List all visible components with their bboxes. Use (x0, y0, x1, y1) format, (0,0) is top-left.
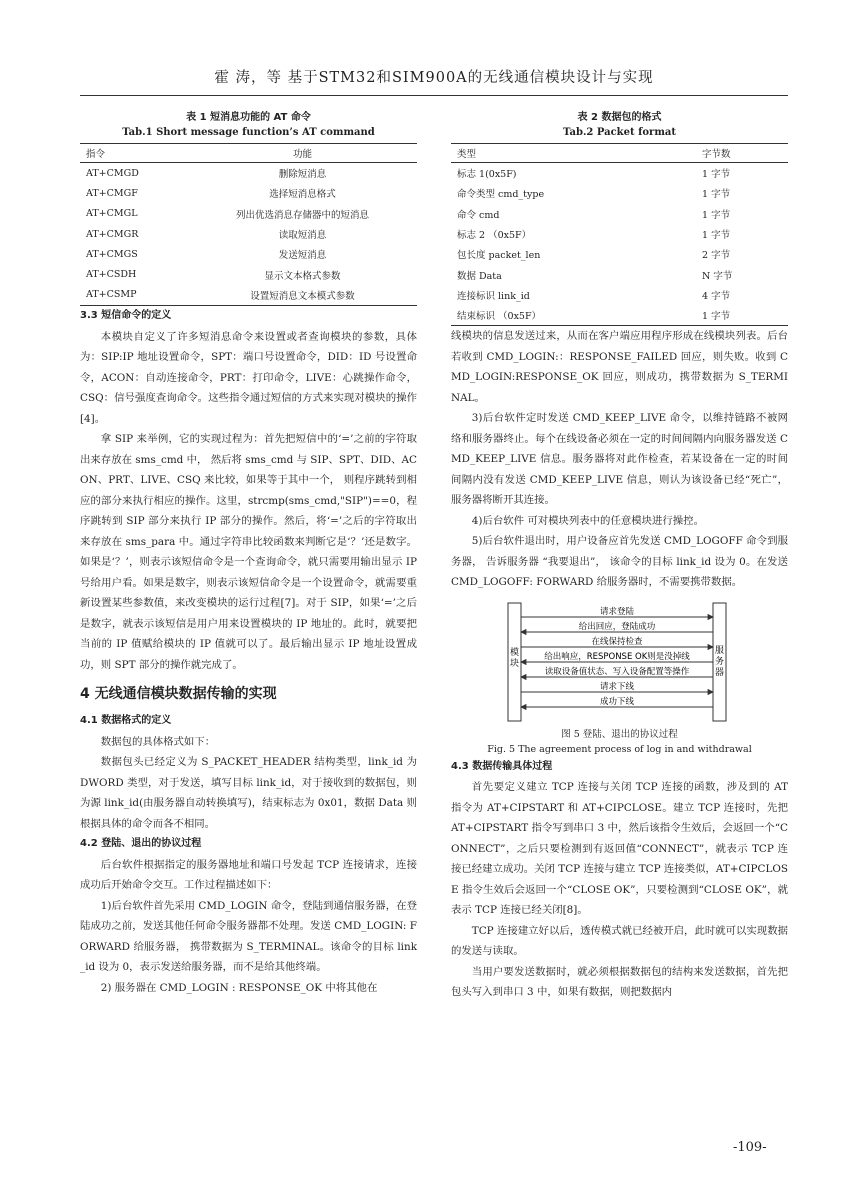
table-cell: 命令类型 cmd_type (457, 189, 545, 201)
paragraph: 当用户要发送数据时，就必须根据数据包的结构来发送数据，首先把包头写入到串口 3 中，如果有数据，则把数据内 (451, 965, 788, 999)
table-cell: 数据 Data (457, 270, 502, 282)
table-cell: 1 字节 (702, 169, 731, 181)
table-cell: 1 字节 (702, 189, 731, 201)
table-header-cell: 类型 (451, 144, 696, 163)
sequence-diagram-svg (451, 597, 788, 725)
table-header-cell: 功能 (188, 144, 417, 163)
table-header-cell: 指令 (80, 144, 188, 163)
table-row (80, 163, 417, 184)
table-row (451, 204, 788, 224)
table-row (80, 264, 417, 284)
message-label: 在线保持检查 (591, 636, 643, 647)
table-row (451, 163, 788, 184)
table2-caption-en: Tab.2 Packet format (562, 127, 676, 138)
message-label: 成功下线 (599, 696, 635, 707)
paragraph: 数据包的具体格式如下： (100, 735, 216, 748)
paragraph: TCP 连接建立好以后，透传模式就已经被开启，此时就可以实现数据的发送与读取。 (451, 924, 788, 958)
section-4-1-title: 4.1 数据格式的定义 (80, 715, 172, 727)
paragraph: 5)后台软件退出时，用户设备应首先发送 CMD_LOGOFF 命令到服务器， 告诉服务器 “我要退出”， 该命令的目标 link_id 设为 0。在发送 CMD_LOGOFF: FORWARD 给服务器时，不需要携带数据。 (451, 535, 788, 589)
table-cell: 标志 1(0x5F) (457, 169, 517, 181)
table-cell: 选择短消息格式 (269, 189, 336, 201)
paragraph: 数据包头已经定义为 S_PACKET_HEADER 结构类型，link_id 为 DWORD 类型，对于发送，填写目标 link_id，对于接收到的数据包，则为源 link_id(由服务器自动转换填写)，结束标志为 0x01，数据 Data 则根据具体的命令而各不相同。 (80, 756, 417, 830)
table-cell: 读取短消息 (278, 230, 327, 242)
table-cell: 命令 cmd (457, 209, 500, 221)
table1-caption-en: Tab.1 Short message function’s AT command (122, 127, 375, 138)
table-header-cell: 字节数 (696, 144, 788, 163)
table-header-row (451, 144, 788, 163)
paragraph: 1)后台软件首先采用 CMD_LOGIN 命令，登陆到通信服务器，在登陆成功之前，发送其他任何命令服务器都不处理。发送 CMD_LOGIN: FORWARD 给服务器， 携带数据为 S_TERMINAL。该命令的目标 link_id 设为 0，表示发送给服务器，而不是给其他终端。 (80, 899, 417, 974)
paragraph: 4)后台软件 可对模块列表中的任意模块进行操控。 (471, 514, 704, 527)
table2-caption-cn: 表 2 数据包的格式 (577, 112, 662, 123)
figure-5-caption-cn: 图 5 登陆、退出的协议过程 (561, 728, 678, 740)
table-row (80, 285, 417, 306)
table-cell: 1 字节 (702, 209, 731, 221)
section-4-title: 4 无线通信模块数据传输的实现 (80, 686, 277, 703)
table-cell: AT+CMGL (86, 208, 138, 220)
message-label: 给出回应，登陆成功 (578, 621, 656, 632)
table-row (451, 244, 788, 264)
table-cell: 列出优选消息存储器中的短消息 (235, 209, 369, 221)
paragraph: 本模块自定义了许多短消息命令来设置或者查询模块的参数，具体为：SIP:IP 地址设置命令，SPT：端口号设置命令，DID：ID 号设置命令，ACON：自动连接命令，PRT：打印命令，LIVE：心跳操作命令，CSQ：信号强度查询命令。这些指令通过短信的方式来实现对模块的操作[4]。 (80, 330, 417, 425)
table-cell: 显示文本格式参数 (264, 270, 341, 282)
table-row (451, 305, 788, 326)
table-cell: 标志 2 （0x5F） (457, 230, 532, 242)
table-header-row (80, 144, 417, 163)
table-row (451, 285, 788, 305)
left-column (80, 110, 417, 998)
table-cell: 连接标识 link_id (457, 290, 530, 302)
table1-caption-cn: 表 1 短消息功能的 AT 命令 (186, 112, 311, 123)
running-header: 霍 涛，等 基于STM32和SIM900A的无线通信模块设计与实现 (214, 70, 654, 86)
table-row (451, 264, 788, 284)
table-cell: 设置短消息文本模式参数 (188, 285, 417, 306)
message-label: 读取设备值状态、写入设备配置等操作 (544, 666, 690, 677)
table-cell: 2 字节 (702, 250, 731, 262)
section-4-2-title: 4.2 登陆、退出的协议过程 (80, 838, 202, 850)
paragraph: 后台软件根据指定的服务器地址和端口号发起 TCP 连接请求，连接成功后开始命令交互。工作过程描述如下： (80, 858, 417, 892)
table-cell: 删除短消息 (278, 169, 327, 181)
table-cell: 结束标识 （0x5F） (451, 305, 696, 326)
server-box-label: 服务器 (714, 645, 725, 678)
table-row (451, 183, 788, 203)
paragraph: 线模块的信息发送过来，从而在客户端应用程序形成在线模块列表。后台若收到 CMD_LOGIN:：RESPONSE_FAILED 回应，则失败。收到 CMD_LOGIN:RESPONSE_OK 回应，则成功，携带数据为 S_TERMINAL。 (451, 330, 788, 404)
table-row (80, 183, 417, 203)
message-group (521, 606, 713, 707)
table-cell: AT+CSDH (86, 269, 137, 281)
table-row (80, 204, 417, 224)
table-row (80, 224, 417, 244)
table-cell: AT+CSMP (80, 285, 188, 306)
table-cell: 发送短消息 (278, 250, 327, 262)
section-4-3-title: 4.3 数据传输具体过程 (451, 760, 553, 772)
paragraph: 拿 SIP 来举例，它的实现过程为：首先把短信中的‘=’之前的字符取出来存放在 sms_cmd 中， 然后将 sms_cmd 与 SIP、SPT、DID、ACON、PRT、LIVE、CSQ 来比较，如果等于其中一个， 则程序跳转到相应的部分来执行相应的操作。这里，strcmp(sms_cmd,"SIP")==0，程序跳转到 SIP 部分来执行 IP 部分的操作。然后，将‘=’之后的字符取出来存放在 sms_para 中。通过字符串比较函数来判断它是‘？’还是数字。如果是‘？’，则表示该短信命令是一个查询命令，就只需要用输出显示 IP 号给用户看。如果是数字，则表示该短信命令是一个设置命令，就需要重新设置某些参数值，来改变模块的运行过程[7]。对于 SIP，如果‘=’之后是数字，就表示该短信是用户用来设置模块的 IP 地址的。此时，就要把当前的 IP 值赋给模块的 IP 值就可以了。最后输出显示 IP 地址设置成功，则 SPT 部分的操作就完成了。 (80, 433, 417, 671)
figure-5-sequence-diagram (451, 597, 788, 725)
message-label: 请求登陆 (599, 606, 635, 617)
message-label: 请求下线 (599, 681, 635, 692)
table-cell: AT+CMGS (86, 248, 138, 260)
figure-5-caption-en: Fig. 5 The agreement process of log in and withdrawal (487, 743, 752, 755)
section-3-3-title: 3.3 短信命令的定义 (80, 310, 172, 322)
module-box-label: 模块 (509, 647, 520, 669)
table-cell: N 字节 (702, 270, 733, 282)
table-cell: 包长度 packet_len (457, 250, 541, 262)
header-rule (80, 95, 788, 96)
table-row (80, 244, 417, 264)
table-cell: AT+CMGR (86, 228, 139, 240)
table-cell: 1 字节 (702, 230, 731, 242)
message-label: 给出响应，RESPONSE OK则是没掉线 (544, 651, 690, 662)
table-cell: 1 字节 (696, 305, 788, 326)
paragraph: 首先要定义建立 TCP 连接与关闭 TCP 连接的函数，涉及到的 AT 指令为 AT+CIPSTART 和 AT+CIPCLOSE。建立 TCP 连接时，先把 AT+CIPSTART 指令写到串口 3 中，然后该指令生效后，会返回一个“CONNECT”，之后只要检测到有返回值“CONNECT”，就表示 TCP 连接已经建立成功。关闭 TCP 连接与建立 TCP 连接类似，AT+CIPCLOSE 指令生效后会返回一个“CLOSE OK”，只要检测到“CLOSE OK”，就表示 TCP 连接已经关闭[8]。 (451, 781, 788, 917)
paragraph: 3)后台软件定时发送 CMD_KEEP_LIVE 命令，以维持链路不被网络和服务器终止。每个在线设备必须在一定的时间间隔内向服务器发送 CMD_KEEP_LIVE 信息。服务器将对此作检查，若某设备在一定的时间间隔内没有发送 CMD_KEEP_LIVE 信息，则认为该设备已经“死亡”，服务器将断开其连接。 (451, 412, 788, 507)
table2 (451, 143, 788, 326)
table-cell: 4 字节 (702, 290, 731, 302)
table-cell: AT+CMGD (86, 167, 139, 179)
paragraph: 2) 服务器在 CMD_LOGIN : RESPONSE_OK 中将其他在 (100, 981, 378, 994)
table-cell: AT+CMGF (86, 187, 138, 199)
right-column (451, 110, 788, 1003)
table1 (80, 143, 417, 306)
page-number: -109- (733, 1140, 767, 1155)
table-row (451, 224, 788, 244)
